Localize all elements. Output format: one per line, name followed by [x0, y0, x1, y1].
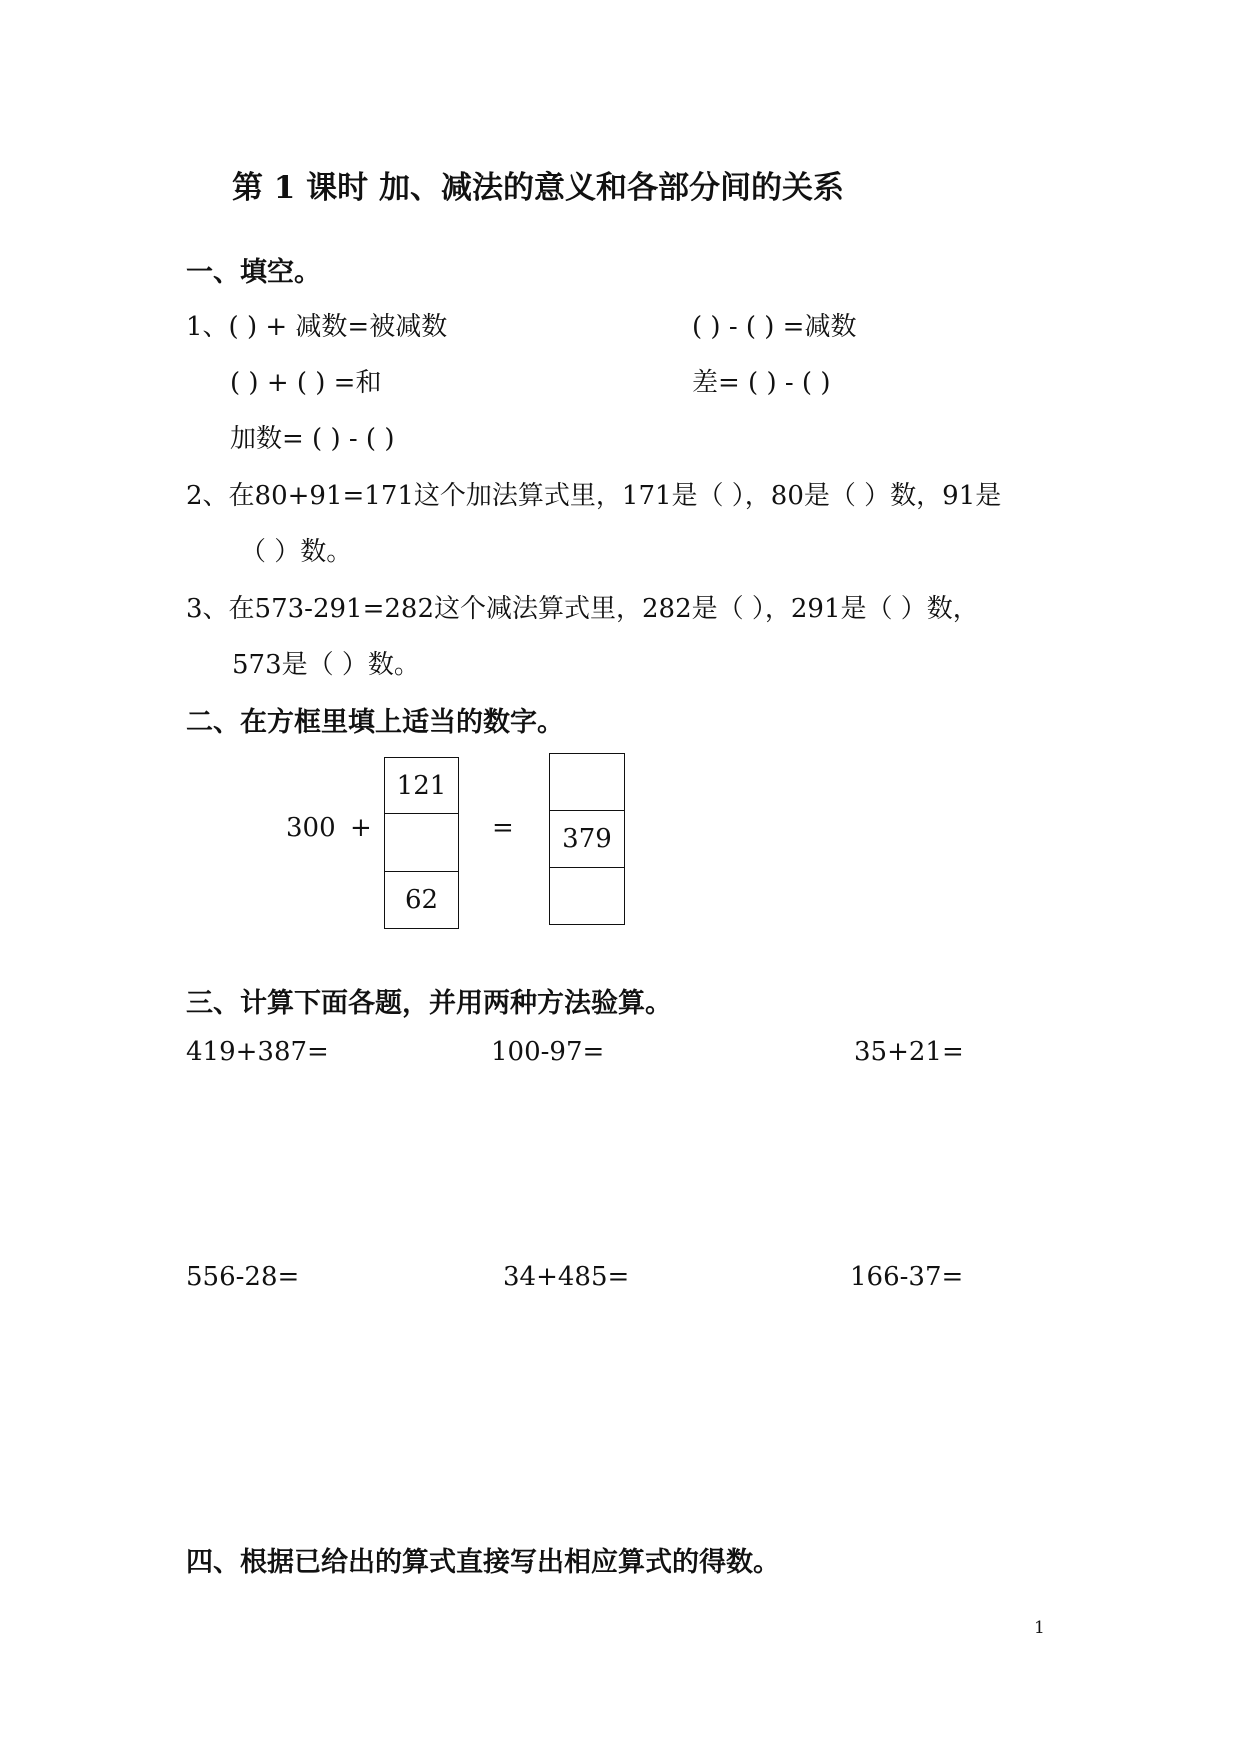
- q1-line3-text: 加数= ( ) - ( ): [230, 424, 395, 454]
- q3-line1-text: 3、在573-291=282这个减法算式里，282是（ ），291是（ ）数，: [186, 594, 979, 624]
- calc-problem-5: 34+485=: [503, 1262, 630, 1292]
- calc-problem-2: 100-97=: [491, 1037, 605, 1067]
- q2-line2-text: （ ）数。: [240, 537, 353, 567]
- q1-line2-right-text: 差= ( ) - ( ): [692, 368, 831, 398]
- left-box-bottom: [384, 871, 459, 929]
- q1-right-text: ( ) - ( ) =减数: [692, 312, 857, 342]
- equals-sign: =: [492, 813, 514, 843]
- calc-problem-4: 556-28=: [186, 1262, 300, 1292]
- q1-line2-left-text: ( ) + ( ) =和: [230, 368, 382, 398]
- section-heading-write-results: 四、根据已给出的算式直接写出相应算式的得数。: [186, 1547, 780, 1578]
- right-box-bottom[interactable]: [549, 867, 625, 925]
- plus-sign: +: [350, 813, 372, 843]
- right-box-middle-value: 379: [562, 824, 612, 854]
- calc-problem-6: 166-37=: [850, 1262, 964, 1292]
- page-title: 第 1 课时 加、减法的意义和各部分间的关系: [232, 170, 844, 206]
- left-box-middle[interactable]: [384, 813, 459, 872]
- section-heading-fill-blank: 一、填空。: [186, 257, 321, 288]
- q1-left-text: 1、( ) + 减数=被减数: [186, 312, 448, 342]
- section-heading-box-fill: 二、在方框里填上适当的数字。: [186, 707, 564, 738]
- section-heading-calculate: 三、计算下面各题，并用两种方法验算。: [186, 988, 672, 1019]
- right-box-top[interactable]: [549, 753, 625, 811]
- calc-problem-1: 419+387=: [186, 1037, 329, 1067]
- left-box-bottom-value: 62: [404, 885, 439, 915]
- left-box-top-value: 121: [396, 770, 447, 801]
- left-box-top: [384, 757, 459, 814]
- page-number: 1: [1034, 1618, 1045, 1638]
- q2-line1-text: 2、在80+91=171这个加法算式里，171是（ ），80是（ ）数，91是: [186, 481, 1002, 511]
- q3-line2-text: 573是（ ）数。: [232, 650, 420, 680]
- addend-number: 300: [286, 813, 336, 843]
- calc-problem-3: 35+21=: [854, 1037, 964, 1067]
- right-box-middle: [549, 810, 625, 868]
